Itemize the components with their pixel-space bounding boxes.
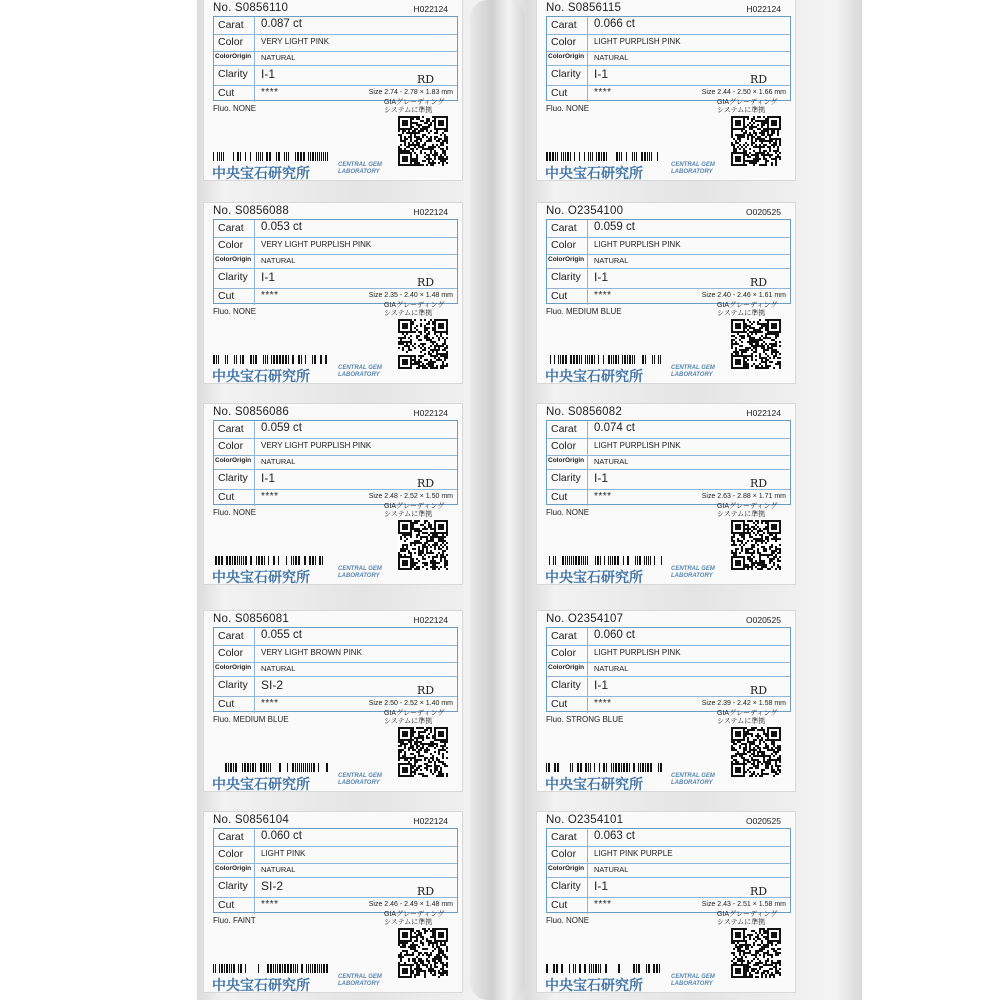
clarity-value: I-1 xyxy=(261,270,276,284)
rd-mark: RD xyxy=(417,73,435,86)
rd-mark: RD xyxy=(417,477,435,490)
origin-label: ColorOrigin xyxy=(215,256,252,263)
barcode-icon xyxy=(213,152,329,161)
cut-row xyxy=(214,897,457,914)
cut-value: **** xyxy=(261,698,279,709)
origin-label: ColorOrigin xyxy=(548,256,585,263)
origin-value: NATURAL xyxy=(261,256,296,265)
lab-logo-jp: 中央宝石研究所 xyxy=(212,368,310,383)
origin-value: NATURAL xyxy=(261,664,296,673)
barcode-icon xyxy=(546,556,662,565)
origin-value: NATURAL xyxy=(261,865,296,874)
rd-mark: RD xyxy=(417,684,435,697)
qr-code-icon xyxy=(731,928,781,978)
lab-logo-jp: 中央宝石研究所 xyxy=(212,569,310,584)
card-code: H022124 xyxy=(413,816,448,826)
grading-card xyxy=(537,812,795,992)
cut-value: **** xyxy=(594,698,612,709)
clarity-label: Clarity xyxy=(551,68,581,80)
clarity-value: I-1 xyxy=(594,270,609,284)
grading-card xyxy=(204,203,462,383)
size-value: Size 2.63 - 2.88 × 1.71 mm xyxy=(701,493,786,500)
fluorescence: Fluo. NONE xyxy=(213,104,257,113)
lab-logo-en: CENTRAL GEM LABORATORY xyxy=(671,773,715,786)
color-label: Color xyxy=(218,440,244,452)
carat-value: 0.060 ct xyxy=(261,830,302,842)
color-value: LIGHT PINK PURPLE xyxy=(594,849,673,858)
origin-value: NATURAL xyxy=(594,457,629,466)
fluorescence: Fluo. MEDIUM BLUE xyxy=(213,715,289,724)
origin-value: NATURAL xyxy=(594,256,629,265)
cut-label: Cut xyxy=(218,491,235,503)
color-row xyxy=(214,645,457,663)
qr-code-icon xyxy=(731,727,781,777)
lab-logo-jp: 中央宝石研究所 xyxy=(545,776,643,791)
color-label: Color xyxy=(551,239,577,251)
cut-row xyxy=(547,696,790,713)
size-value: Size 2.46 - 2.49 × 1.48 mm xyxy=(368,901,453,908)
clarity-label: Clarity xyxy=(551,880,581,892)
grading-card xyxy=(537,203,795,383)
fluorescence: Fluo. NONE xyxy=(546,916,590,925)
qr-code-icon xyxy=(398,319,448,369)
card-code: H022124 xyxy=(746,4,781,14)
carat-label: Carat xyxy=(551,423,577,435)
size-value: Size 2.43 - 2.51 × 1.58 mm xyxy=(701,901,786,908)
card-code: H022124 xyxy=(413,408,448,418)
cut-row xyxy=(214,85,457,102)
carat-row xyxy=(214,220,457,238)
fluorescence: Fluo. FAINT xyxy=(213,916,256,925)
gia-note: GIAグレーディング システムに準拠 xyxy=(717,302,778,317)
carat-label: Carat xyxy=(218,831,244,843)
clarity-label: Clarity xyxy=(218,68,248,80)
cut-label: Cut xyxy=(551,899,568,911)
color-row xyxy=(547,846,790,864)
lab-logo-en: CENTRAL GEM LABORATORY xyxy=(338,365,382,378)
card-number: No. S0856082 xyxy=(546,406,622,418)
card-code: O020525 xyxy=(746,615,781,625)
origin-value: NATURAL xyxy=(261,457,296,466)
grading-card xyxy=(537,404,795,584)
color-row xyxy=(547,438,790,456)
cut-value: **** xyxy=(261,491,279,502)
color-label: Color xyxy=(551,440,577,452)
carat-row xyxy=(214,17,457,35)
color-value: LIGHT PINK xyxy=(261,849,306,858)
gia-note: GIAグレーディング システムに準拠 xyxy=(384,302,445,317)
size-value: Size 2.39 - 2.42 × 1.58 mm xyxy=(701,700,786,707)
rd-mark: RD xyxy=(750,684,768,697)
qr-code-icon xyxy=(731,520,781,570)
cut-value: **** xyxy=(594,491,612,502)
clarity-label: Clarity xyxy=(218,880,248,892)
carat-value: 0.059 ct xyxy=(594,221,635,233)
cut-label: Cut xyxy=(551,290,568,302)
origin-label: ColorOrigin xyxy=(548,457,585,464)
cut-label: Cut xyxy=(551,698,568,710)
fluorescence: Fluo. NONE xyxy=(213,508,257,517)
qr-code-icon xyxy=(731,116,781,166)
color-row xyxy=(547,34,790,52)
gia-note: GIAグレーディング システムに準拠 xyxy=(717,710,778,725)
card-number: No. O2354101 xyxy=(546,814,624,826)
lab-logo-en: CENTRAL GEM LABORATORY xyxy=(338,974,382,987)
carat-row xyxy=(547,628,790,646)
carat-label: Carat xyxy=(218,19,244,31)
gia-note: GIAグレーディング システムに準拠 xyxy=(384,99,445,114)
barcode-icon xyxy=(546,355,662,364)
origin-value: NATURAL xyxy=(594,664,629,673)
rd-mark: RD xyxy=(750,477,768,490)
card-number: No. O2354107 xyxy=(546,613,624,625)
carat-row xyxy=(214,829,457,847)
color-row xyxy=(214,237,457,255)
rd-mark: RD xyxy=(750,276,768,289)
card-code: H022124 xyxy=(413,207,448,217)
fluorescence: Fluo. NONE xyxy=(546,104,590,113)
cut-row xyxy=(214,489,457,506)
size-value: Size 2.48 - 2.52 × 1.50 mm xyxy=(368,493,453,500)
color-label: Color xyxy=(218,647,244,659)
cut-row xyxy=(214,288,457,305)
color-value: LIGHT PURPLISH PINK xyxy=(594,441,681,450)
gia-note: GIAグレーディング システムに準拠 xyxy=(717,503,778,518)
card-number: No. S0856110 xyxy=(213,2,289,14)
origin-label: ColorOrigin xyxy=(548,664,585,671)
card-number: No. S0856086 xyxy=(213,406,289,418)
carat-row xyxy=(547,829,790,847)
lab-logo-en: CENTRAL GEM LABORATORY xyxy=(671,365,715,378)
grading-card xyxy=(537,611,795,791)
carat-value: 0.087 ct xyxy=(261,18,302,30)
carat-label: Carat xyxy=(551,630,577,642)
cut-label: Cut xyxy=(551,491,568,503)
carat-label: Carat xyxy=(218,423,244,435)
lab-logo-en: CENTRAL GEM LABORATORY xyxy=(671,974,715,987)
cut-value: **** xyxy=(594,87,612,98)
carat-row xyxy=(547,421,790,439)
color-label: Color xyxy=(218,239,244,251)
clarity-label: Clarity xyxy=(551,679,581,691)
cut-row xyxy=(214,696,457,713)
card-code: H022124 xyxy=(746,408,781,418)
lab-logo-en: CENTRAL GEM LABORATORY xyxy=(338,566,382,579)
lab-logo-en: CENTRAL GEM LABORATORY xyxy=(338,773,382,786)
origin-label: ColorOrigin xyxy=(215,53,252,60)
origin-label: ColorOrigin xyxy=(548,53,585,60)
origin-label: ColorOrigin xyxy=(215,664,252,671)
lab-logo-jp: 中央宝石研究所 xyxy=(545,368,643,383)
carat-label: Carat xyxy=(551,19,577,31)
color-value: VERY LIGHT PURPLISH PINK xyxy=(261,441,372,450)
carat-value: 0.063 ct xyxy=(594,830,635,842)
clarity-value: SI-2 xyxy=(261,879,284,893)
carat-value: 0.059 ct xyxy=(261,422,302,434)
clarity-label: Clarity xyxy=(551,271,581,283)
carat-row xyxy=(547,220,790,238)
carat-row xyxy=(547,17,790,35)
fluorescence: Fluo. NONE xyxy=(213,307,257,316)
clarity-label: Clarity xyxy=(218,679,248,691)
card-code: O020525 xyxy=(746,207,781,217)
barcode-icon xyxy=(213,556,329,565)
qr-code-icon xyxy=(731,319,781,369)
origin-label: ColorOrigin xyxy=(215,865,252,872)
fluorescence: Fluo. MEDIUM BLUE xyxy=(546,307,622,316)
color-row xyxy=(547,645,790,663)
cut-label: Cut xyxy=(218,698,235,710)
carat-label: Carat xyxy=(218,630,244,642)
card-code: H022124 xyxy=(413,615,448,625)
barcode-icon xyxy=(546,152,662,161)
origin-value: NATURAL xyxy=(594,53,629,62)
color-value: LIGHT PURPLISH PINK xyxy=(594,648,681,657)
color-row xyxy=(214,34,457,52)
lab-logo-jp: 中央宝石研究所 xyxy=(545,165,643,180)
cut-value: **** xyxy=(261,899,279,910)
card-number: No. S0856081 xyxy=(213,613,289,625)
card-code: O020525 xyxy=(746,816,781,826)
lab-logo-jp: 中央宝石研究所 xyxy=(545,977,643,992)
clarity-value: I-1 xyxy=(594,471,609,485)
clarity-label: Clarity xyxy=(551,472,581,484)
clarity-label: Clarity xyxy=(218,472,248,484)
cut-value: **** xyxy=(261,290,279,301)
lab-logo-jp: 中央宝石研究所 xyxy=(545,569,643,584)
color-value: LIGHT PURPLISH PINK xyxy=(594,240,681,249)
carat-row xyxy=(214,628,457,646)
barcode-icon xyxy=(213,964,329,973)
clarity-value: I-1 xyxy=(594,67,609,81)
carat-value: 0.074 ct xyxy=(594,422,635,434)
clarity-value: I-1 xyxy=(594,678,609,692)
card-number: No. S0856088 xyxy=(213,205,289,217)
color-value: VERY LIGHT BROWN PINK xyxy=(261,648,362,657)
barcode-icon xyxy=(213,355,329,364)
color-label: Color xyxy=(551,647,577,659)
lab-logo-jp: 中央宝石研究所 xyxy=(212,977,310,992)
color-row xyxy=(214,846,457,864)
lab-logo-en: CENTRAL GEM LABORATORY xyxy=(338,162,382,175)
color-row xyxy=(547,237,790,255)
qr-code-icon xyxy=(398,928,448,978)
size-value: Size 2.35 - 2.40 × 1.48 mm xyxy=(368,292,453,299)
lab-logo-en: CENTRAL GEM LABORATORY xyxy=(671,566,715,579)
sleeve-fold xyxy=(470,0,525,1000)
card-number: No. S0856115 xyxy=(546,2,622,14)
origin-value: NATURAL xyxy=(594,865,629,874)
rd-mark: RD xyxy=(750,73,768,86)
cut-row xyxy=(547,489,790,506)
grading-card xyxy=(537,0,795,180)
gia-note: GIAグレーディング システムに準拠 xyxy=(717,911,778,926)
carat-value: 0.066 ct xyxy=(594,18,635,30)
lab-logo-en: CENTRAL GEM LABORATORY xyxy=(671,162,715,175)
size-value: Size 2.40 - 2.46 × 1.61 mm xyxy=(701,292,786,299)
cut-label: Cut xyxy=(218,899,235,911)
color-label: Color xyxy=(218,848,244,860)
clarity-value: I-1 xyxy=(594,879,609,893)
cut-value: **** xyxy=(594,290,612,301)
barcode-icon xyxy=(213,763,329,772)
cut-value: **** xyxy=(261,87,279,98)
card-number: No. O2354100 xyxy=(546,205,624,217)
lab-logo-jp: 中央宝石研究所 xyxy=(212,165,310,180)
clarity-value: I-1 xyxy=(261,471,276,485)
gia-note: GIAグレーディング システムに準拠 xyxy=(384,710,445,725)
barcode-icon xyxy=(546,763,662,772)
color-value: VERY LIGHT PURPLISH PINK xyxy=(261,240,372,249)
card-code: H022124 xyxy=(413,4,448,14)
fluorescence: Fluo. STRONG BLUE xyxy=(546,715,624,724)
carat-label: Carat xyxy=(551,831,577,843)
rd-mark: RD xyxy=(417,276,435,289)
qr-code-icon xyxy=(398,520,448,570)
color-label: Color xyxy=(218,36,244,48)
cut-label: Cut xyxy=(218,87,235,99)
color-value: VERY LIGHT PINK xyxy=(261,37,330,46)
qr-code-icon xyxy=(398,727,448,777)
cut-value: **** xyxy=(594,899,612,910)
carat-row xyxy=(214,421,457,439)
rd-mark: RD xyxy=(750,885,768,898)
carat-value: 0.060 ct xyxy=(594,629,635,641)
lab-logo-jp: 中央宝石研究所 xyxy=(212,776,310,791)
size-value: Size 2.50 - 2.52 × 1.40 mm xyxy=(368,700,453,707)
color-row xyxy=(214,438,457,456)
grading-card xyxy=(204,404,462,584)
clarity-label: Clarity xyxy=(218,271,248,283)
clarity-value: SI-2 xyxy=(261,678,284,692)
carat-value: 0.053 ct xyxy=(261,221,302,233)
grading-card xyxy=(204,611,462,791)
cut-row xyxy=(547,897,790,914)
cut-row xyxy=(547,85,790,102)
gia-note: GIAグレーディング システムに準拠 xyxy=(384,911,445,926)
origin-label: ColorOrigin xyxy=(548,865,585,872)
carat-label: Carat xyxy=(551,222,577,234)
gia-note: GIAグレーディング システムに準拠 xyxy=(384,503,445,518)
cut-label: Cut xyxy=(551,87,568,99)
grading-card xyxy=(204,812,462,992)
origin-label: ColorOrigin xyxy=(215,457,252,464)
carat-value: 0.055 ct xyxy=(261,629,302,641)
origin-value: NATURAL xyxy=(261,53,296,62)
grading-card xyxy=(204,0,462,180)
carat-label: Carat xyxy=(218,222,244,234)
fluorescence: Fluo. NONE xyxy=(546,508,590,517)
rd-mark: RD xyxy=(417,885,435,898)
size-value: Size 2.44 - 2.50 × 1.66 mm xyxy=(701,89,786,96)
barcode-icon xyxy=(546,964,662,973)
size-value: Size 2.74 - 2.78 × 1.83 mm xyxy=(368,89,453,96)
qr-code-icon xyxy=(398,116,448,166)
cut-row xyxy=(547,288,790,305)
color-label: Color xyxy=(551,848,577,860)
cut-label: Cut xyxy=(218,290,235,302)
color-value: LIGHT PURPLISH PINK xyxy=(594,37,681,46)
gia-note: GIAグレーディング システムに準拠 xyxy=(717,99,778,114)
color-label: Color xyxy=(551,36,577,48)
clarity-value: I-1 xyxy=(261,67,276,81)
card-number: No. S0856104 xyxy=(213,814,289,826)
